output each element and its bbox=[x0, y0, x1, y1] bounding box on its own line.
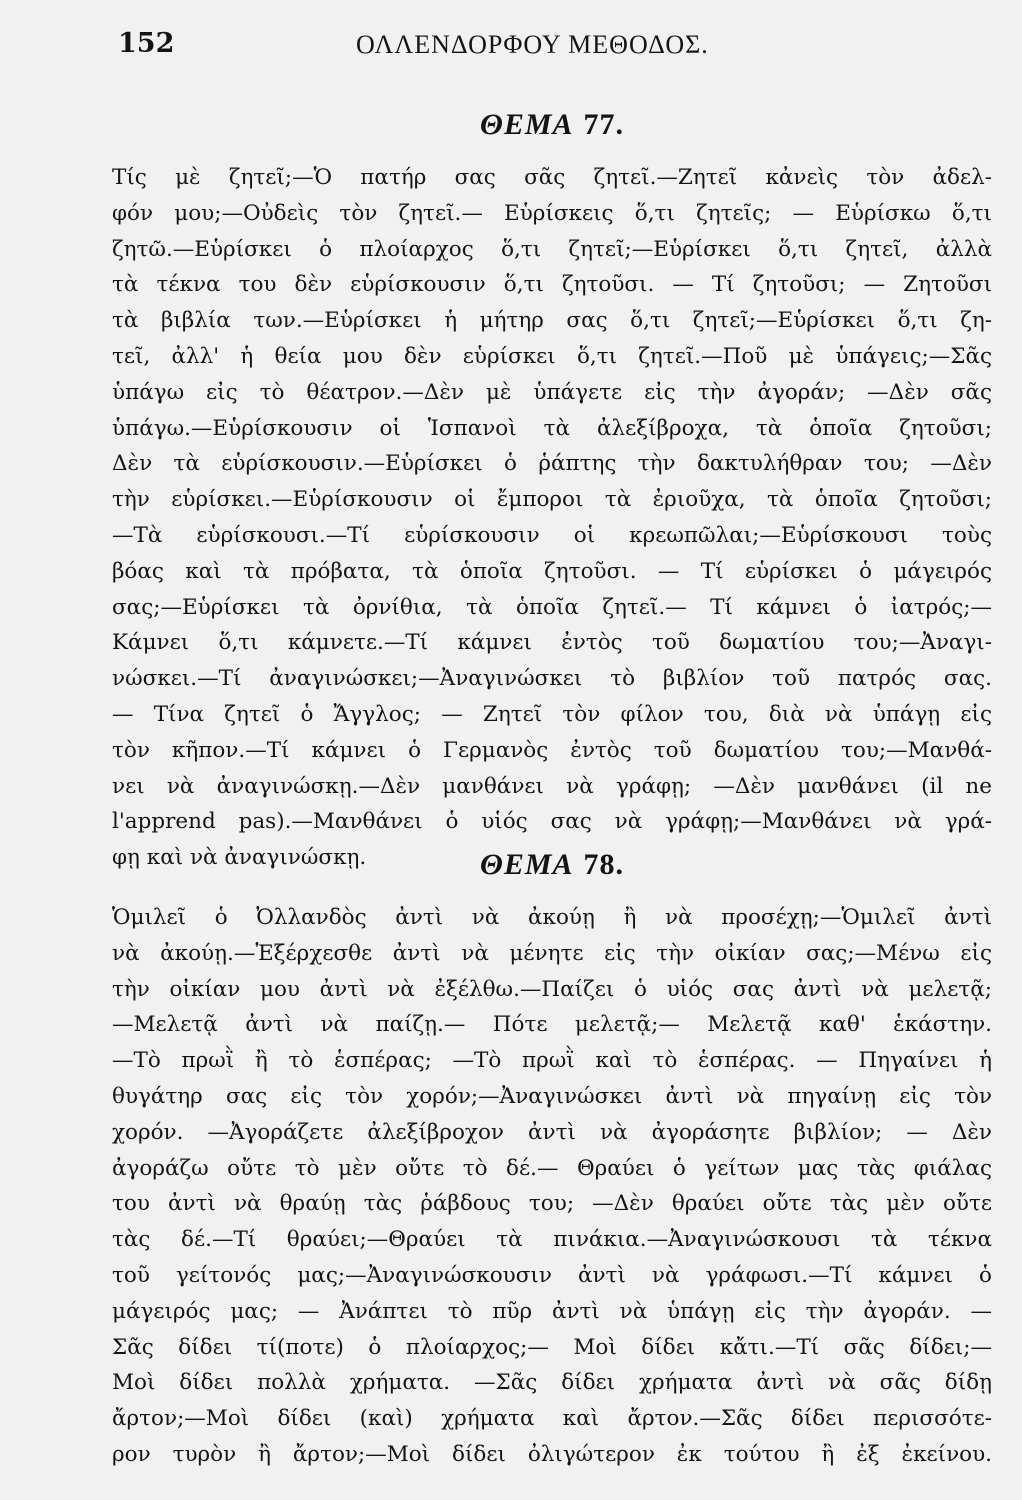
text-line: νει νὰ ἀναγινώσκῃ.—Δὲν μανθάνει νὰ γράφῃ; —Δὲν μανθάνει (il ne bbox=[112, 773, 992, 799]
text-line: ἄρτον;—Μοὶ δίδει (καὶ) χρήματα καὶ ἄρτον.—Σᾶς δίδει περισσότε- bbox=[112, 1406, 992, 1432]
text-line: Τίς μὲ ζητεῖ;—Ὁ πατήρ σας σᾶς ζητεῖ.—Ζητεῖ κἀνεὶς τὸν ἀδελ- bbox=[112, 165, 992, 190]
text-line: ὑπάγω.—Εὑρίσκουσιν οἱ Ἱσπανοὶ τὰ ἀλεξίβροχα, τὰ ὁποῖα ζητοῦσι; bbox=[112, 415, 992, 441]
text-line: τοῦ γείτονός μας;—Ἀναγινώσκουσιν ἀντὶ νὰ γράφωσι.—Τί κάμνει ὁ bbox=[112, 1262, 992, 1288]
heading-number: 77. bbox=[583, 108, 625, 141]
text-line: τὰ βιβλία των.—Εὑρίσκει ἡ μήτηρ σας ὅ,τι ζητεῖ;—Εὑρίσκει ὅ,τι ζη- bbox=[112, 308, 992, 334]
text-line: χορόν. —Ἀγοράζετε ἀλεξίβροχον ἀντὶ νὰ ἀγοράσητε βιβλίον; — Δὲν bbox=[112, 1119, 992, 1145]
heading-word: ΘΕΜΑ bbox=[479, 108, 574, 141]
text-line: τὴν εὑρίσκει.—Εὑρίσκουσιν οἱ ἔμποροι τὰ ἐριοῦχα, τὰ ὁποῖα ζητοῦσι; bbox=[112, 487, 992, 513]
running-title: ΟΛΛΕΝΔΟΡΦΟΥ ΜΕΘΟΔΟΣ. bbox=[356, 30, 709, 59]
text-line: ρον τυρὸν ἢ ἄρτον;—Μοὶ δίδει ὀλιγώτερον ἐκ τούτου ἢ ἐξ ἐκείνου. bbox=[112, 1441, 992, 1467]
running-head bbox=[118, 28, 974, 68]
text-line: τὴν οἰκίαν μου ἀντὶ νὰ ἐξέλθω.—Παίζει ὁ υἱός σας ἀντὶ νὰ μελετᾷ; bbox=[112, 976, 992, 1002]
text-line: —Μελετᾷ ἀντὶ νὰ παίζῃ.— Πότε μελετᾷ;— Μελετᾷ καθ' ἑκάστην. bbox=[112, 1012, 992, 1038]
text-line: φῃ καὶ νὰ ἀναγινώσκῃ. bbox=[112, 845, 367, 871]
text-line: σας;—Εὑρίσκει τὰ ὀρνίθια, τὰ ὁποῖα ζητεῖ.— Τί κάμνει ὁ ἰατρός;— bbox=[112, 594, 992, 620]
text-line: τὰ τέκνα του δὲν εὑρίσκουσιν ὅ,τι ζητοῦσι. — Τί ζητοῦσι; — Ζητοῦσι bbox=[112, 272, 992, 298]
heading-number: 78. bbox=[583, 848, 625, 881]
section-theme-78 bbox=[112, 848, 992, 1473]
text-line: Σᾶς δίδει τί(ποτε) ὁ πλοίαρχος;— Μοὶ δίδει κἄτι.—Τί σᾶς δίδει;— bbox=[112, 1334, 992, 1360]
text-line: ὑπάγω εἰς τὸ θέατρον.—Δὲν μὲ ὑπάγετε εἰς τὴν ἀγοράν; —Δὲν σᾶς bbox=[112, 379, 992, 405]
text-line: Κάμνει ὅ,τι κάμνετε.—Τί κάμνει ἐντὸς τοῦ δωματίου του;—Ἀναγι- bbox=[112, 630, 992, 656]
text-line: φόν μου;—Οὐδεὶς τὸν ζητεῖ.— Εὑρίσκεις ὅ,τι ζητεῖς; — Εὑρίσκω ὅ,τι bbox=[112, 200, 992, 226]
section-heading bbox=[112, 848, 992, 882]
text-line: ζητῶ.—Εὑρίσκει ὁ πλοίαρχος ὅ,τι ζητεῖ;—Εὑρίσκει ὅ,τι ζητεῖ, ἀλλὰ bbox=[112, 236, 992, 262]
text-line: Ὁμιλεῖ ὁ Ὀλλανδὸς ἀντὶ νὰ ἀκούῃ ἢ νὰ προσέχῃ;—Ὁμιλεῖ ἀντὶ bbox=[112, 905, 992, 930]
text-line: βόας καὶ τὰ πρόβατα, τὰ ὁποῖα ζητοῦσι. — Τί εὑρίσκει ὁ μάγειρός bbox=[112, 558, 992, 584]
text-line: του ἀντὶ νὰ θραύῃ τὰς ῥάβδους του; —Δὲν θραύει οὔτε τὰς μὲν οὔτε bbox=[112, 1191, 992, 1217]
text-line: τεῖ, ἀλλ' ἡ θεία μου δὲν εὑρίσκει ὅ,τι ζητεῖ.—Ποῦ μὲ ὑπάγεις;—Σᾶς bbox=[112, 343, 992, 369]
heading-word: ΘΕΜΑ bbox=[479, 848, 574, 881]
text-line: τὰς δέ.—Τί θραύει;—Θραύει τὰ πινάκια.—Ἀναγινώσκουσι τὰ τέκνα bbox=[112, 1227, 992, 1253]
text-line: — Τίνα ζητεῖ ὁ Ἄγγλος; — Ζητεῖ τὸν φίλον του, διὰ νὰ ὑπάγῃ εἰς bbox=[112, 701, 992, 727]
text-line: l'apprend pas).—Μανθάνει ὁ υἱός σας νὰ γράφῃ;—Μανθάνει νὰ γρά- bbox=[112, 809, 992, 835]
text-line: τὸν κῆπον.—Τί κάμνει ὁ Γερμανὸς ἐντὸς τοῦ δωματίου του;—Μανθά- bbox=[112, 737, 992, 763]
section-body bbox=[112, 900, 992, 1473]
text-line: μάγειρός μας; — Ἀνάπτει τὸ πῦρ ἀντὶ νὰ ὑπάγῃ εἰς τὴν ἀγοράν. — bbox=[112, 1298, 992, 1324]
page-number: 152 bbox=[118, 28, 175, 59]
section-body bbox=[112, 160, 992, 876]
section-heading bbox=[112, 108, 992, 142]
text-line: —Τὰ εὑρίσκουσι.—Τί εὑρίσκουσιν οἱ κρεωπῶλαι;—Εὑρίσκουσι τοὺς bbox=[112, 522, 992, 548]
text-line: Μοὶ δίδει πολλὰ χρήματα. —Σᾶς δίδει χρήματα ἀντὶ νὰ σᾶς δίδῃ bbox=[112, 1370, 992, 1396]
text-line: —Τὸ πρωῒ ἢ τὸ ἑσπέρας; —Τὸ πρωῒ καὶ τὸ ἑσπέρας. — Πηγαίνει ἡ bbox=[112, 1048, 992, 1074]
section-theme-77 bbox=[112, 108, 992, 876]
text-line: νὰ ἀκούῃ.—Ἐξέρχεσθε ἀντὶ νὰ μένητε εἰς τὴν οἰκίαν σας;—Μένω εἰς bbox=[112, 940, 992, 966]
text-line: Δὲν τὰ εὑρίσκουσιν.—Εὑρίσκει ὁ ῥάπτης τὴν δακτυλήθραν του; —Δὲν bbox=[112, 451, 992, 477]
text-line: νώσκει.—Τί ἀναγινώσκει;—Ἀναγινώσκει τὸ βιβλίον τοῦ πατρός σας. bbox=[112, 666, 992, 692]
text-line: θυγάτηρ σας εἰς τὸν χορόν;—Ἀναγινώσκει ἀντὶ νὰ πηγαίνῃ εἰς τὸν bbox=[112, 1083, 992, 1109]
text-line: ἀγοράζω οὔτε τὸ μὲν οὔτε τὸ δέ.— Θραύει ὁ γείτων μας τὰς φιάλας bbox=[112, 1155, 992, 1181]
